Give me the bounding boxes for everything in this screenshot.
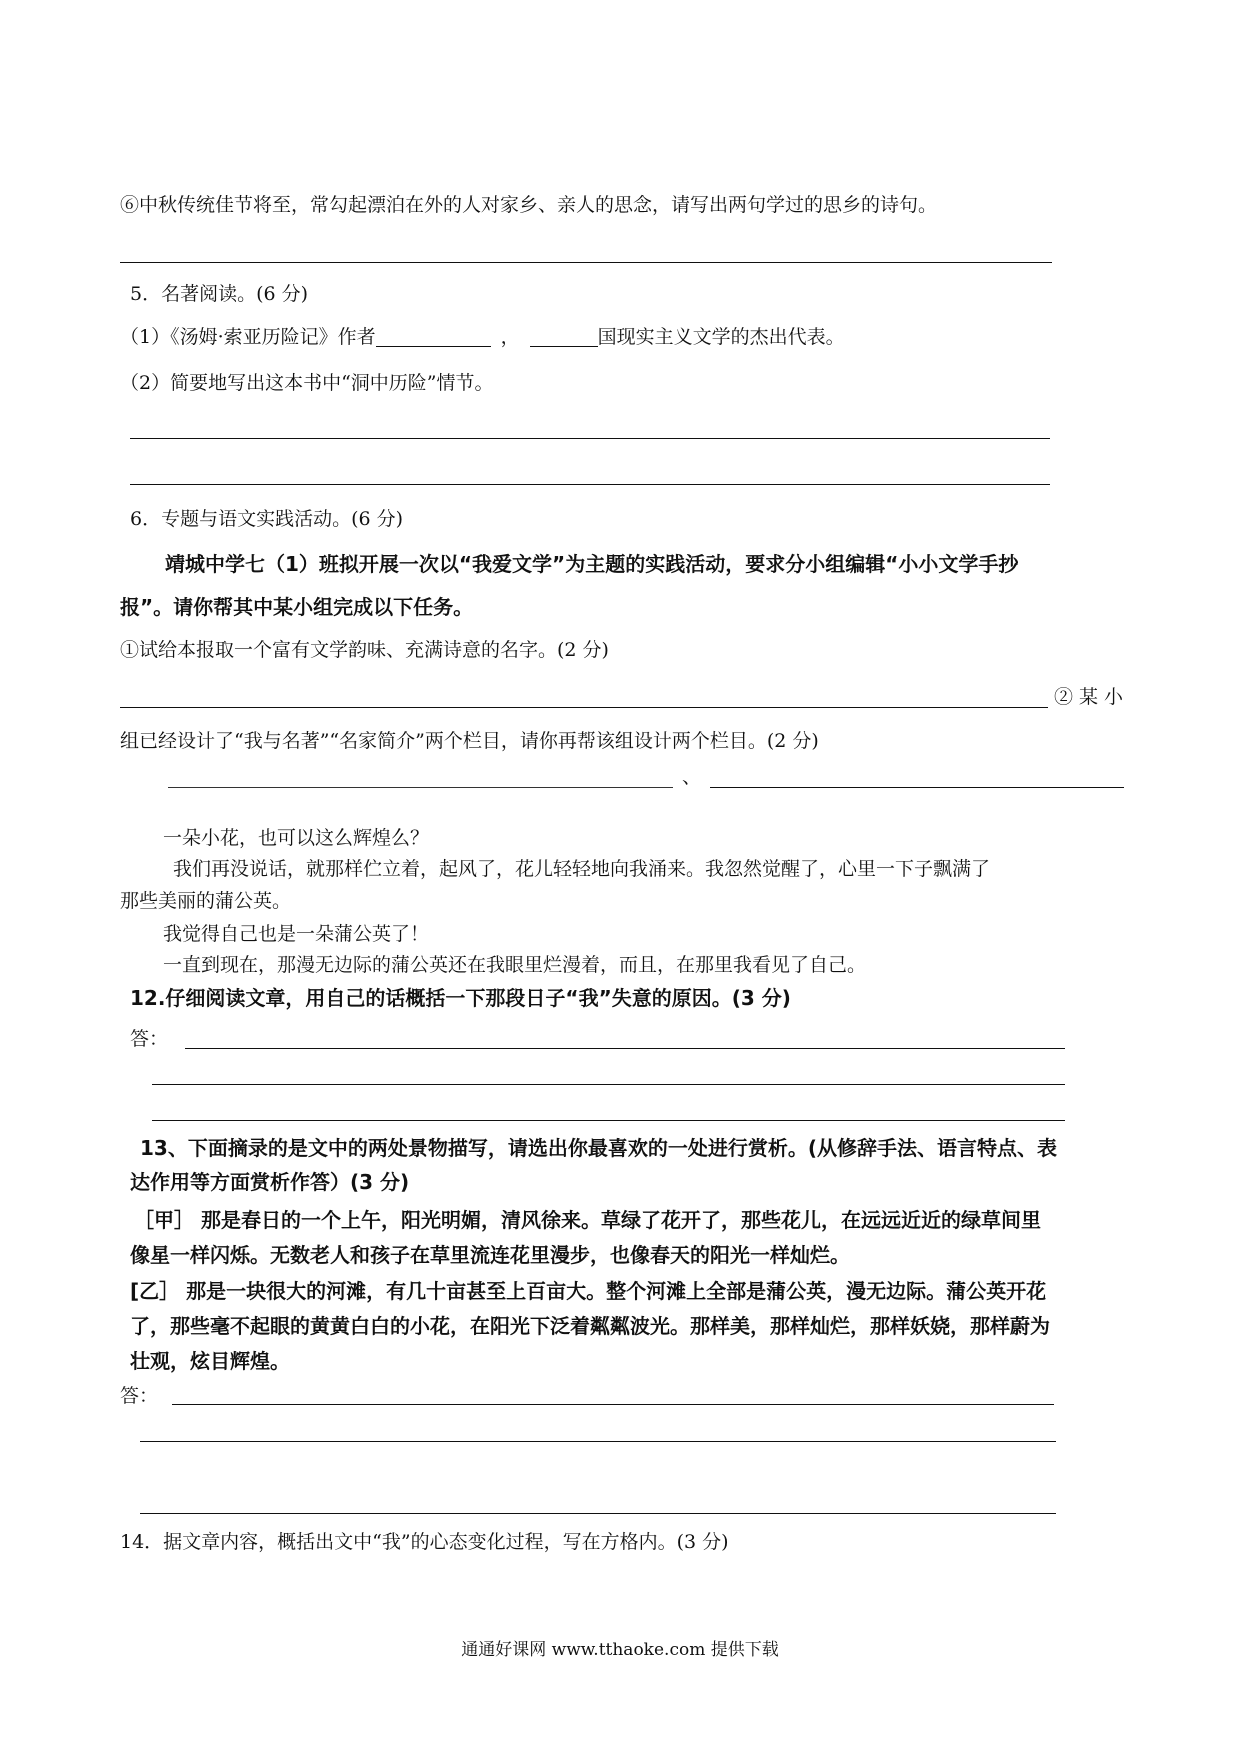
q13-excerpt-jia: 像星一样闪烁。无数老人和孩子在草里流连花里漫步，也像春天的阳光一样灿烂。 — [130, 1243, 850, 1267]
q5-sub2: （2）简要地写出这本书中“洞中历险”情节。 — [120, 372, 494, 394]
answer-line-column2[interactable] — [710, 787, 1124, 788]
q5-title: 5．名著阅读。(6 分) — [130, 283, 309, 305]
answer-line-column1[interactable] — [168, 787, 673, 788]
answer-line[interactable] — [130, 484, 1050, 485]
q6-intro-line2: 报”。请你帮其中某小组完成以下任务。 — [120, 595, 474, 619]
answer-line-newspaper-name[interactable] — [120, 707, 1048, 708]
q14-prompt: 14．据文章内容，概括出文中“我”的心态变化过程，写在方格内。(3 分) — [120, 1531, 729, 1553]
q12-title: 12.仔细阅读文章，用自己的话概括一下那段日子“我”失意的原因。(3 分) — [130, 986, 791, 1010]
q5-sub1 — [120, 328, 845, 347]
q13-excerpt-yi: 了，那些毫不起眼的黄黄白白的小花，在阳光下泛着粼粼波光。那样美，那样灿烂，那样妖娆，那样蔚为 — [130, 1314, 1050, 1338]
answer-line[interactable] — [120, 262, 1052, 263]
passage-paragraph: 我觉得自己也是一朵蒲公英了！ — [163, 923, 430, 945]
passage-paragraph: 我们再没说话，就那样伫立着，起风了，花儿轻轻地向我涌来。我忽然觉醒了，心里一下子飘满了 — [173, 858, 991, 880]
answer-line[interactable] — [130, 438, 1050, 439]
q5-sub1-text-a: （1）《汤姆·索亚历险记》作者 — [120, 326, 376, 348]
answer-line[interactable] — [140, 1513, 1056, 1514]
q6-intro-line1: 靖城中学七（1）班拟开展一次以“我爱文学”为主题的实践活动，要求分小组编辑“小小文学手抄 — [165, 552, 1019, 576]
q13-prompt-line2: 达作用等方面赏析作答）(3 分) — [130, 1170, 410, 1194]
q13-prompt-line1: 13、下面摘录的是文中的两处景物描写，请选出你最喜欢的一处进行赏析。(从修辞手法、语言特点、表 — [140, 1136, 1057, 1160]
q6-task2-cont: 组已经设计了“我与名著”“名家简介”两个栏目，请你再帮该组设计两个栏目。(2 分) — [120, 730, 819, 752]
q6-task2-separator: 、 — [682, 766, 702, 788]
q13-excerpt-yi: [乙］ 那是一块很大的河滩，有几十亩甚至上百亩大。整个河滩上全部是蒲公英，漫无边际。蒲公英开花 — [130, 1279, 1047, 1303]
q4-item6-prompt: ⑥中秋传统佳节将至，常勾起漂泊在外的人对家乡、亲人的思念，请写出两句学过的思乡的诗句。 — [120, 194, 938, 216]
page-footer: 通通好课网 www.tthaoke.com 提供下载 — [461, 1640, 779, 1660]
q13-excerpt-jia: ［甲］ 那是春日的一个上午，阳光明媚，清风徐来。草绿了花开了，那些花儿，在远远近近的绿草间里 — [134, 1208, 1041, 1232]
answer-line[interactable] — [140, 1441, 1056, 1442]
passage-paragraph: 一直到现在，那漫无边际的蒲公英还在我眼里烂漫着，而且，在那里我看见了自己。 — [163, 954, 867, 976]
q5-sub1-text-c: 国现实主义文学的杰出代表。 — [597, 326, 845, 348]
fill-blank-country[interactable] — [530, 328, 598, 347]
q13-excerpt-yi: 壮观，炫目辉煌。 — [130, 1349, 290, 1373]
q12-answer-label: 答： — [130, 1028, 169, 1050]
passage-paragraph: 一朵小花，也可以这么辉煌么？ — [163, 827, 430, 849]
q6-title: 6．专题与语文实践活动。(6 分) — [130, 508, 404, 530]
fill-blank-author[interactable] — [376, 328, 491, 347]
answer-line[interactable] — [185, 1048, 1065, 1049]
answer-line[interactable] — [152, 1120, 1065, 1121]
answer-line[interactable] — [172, 1404, 1054, 1405]
passage-paragraph: 那些美丽的蒲公英。 — [120, 890, 292, 912]
answer-line[interactable] — [152, 1084, 1065, 1085]
q13-answer-label: 答： — [120, 1385, 159, 1407]
q6-task1: ①试给本报取一个富有文学韵味、充满诗意的名字。(2 分) — [120, 639, 609, 661]
q5-sub1-text-b: ， — [500, 326, 520, 348]
q6-task2-start: ②某小 — [1054, 686, 1130, 708]
